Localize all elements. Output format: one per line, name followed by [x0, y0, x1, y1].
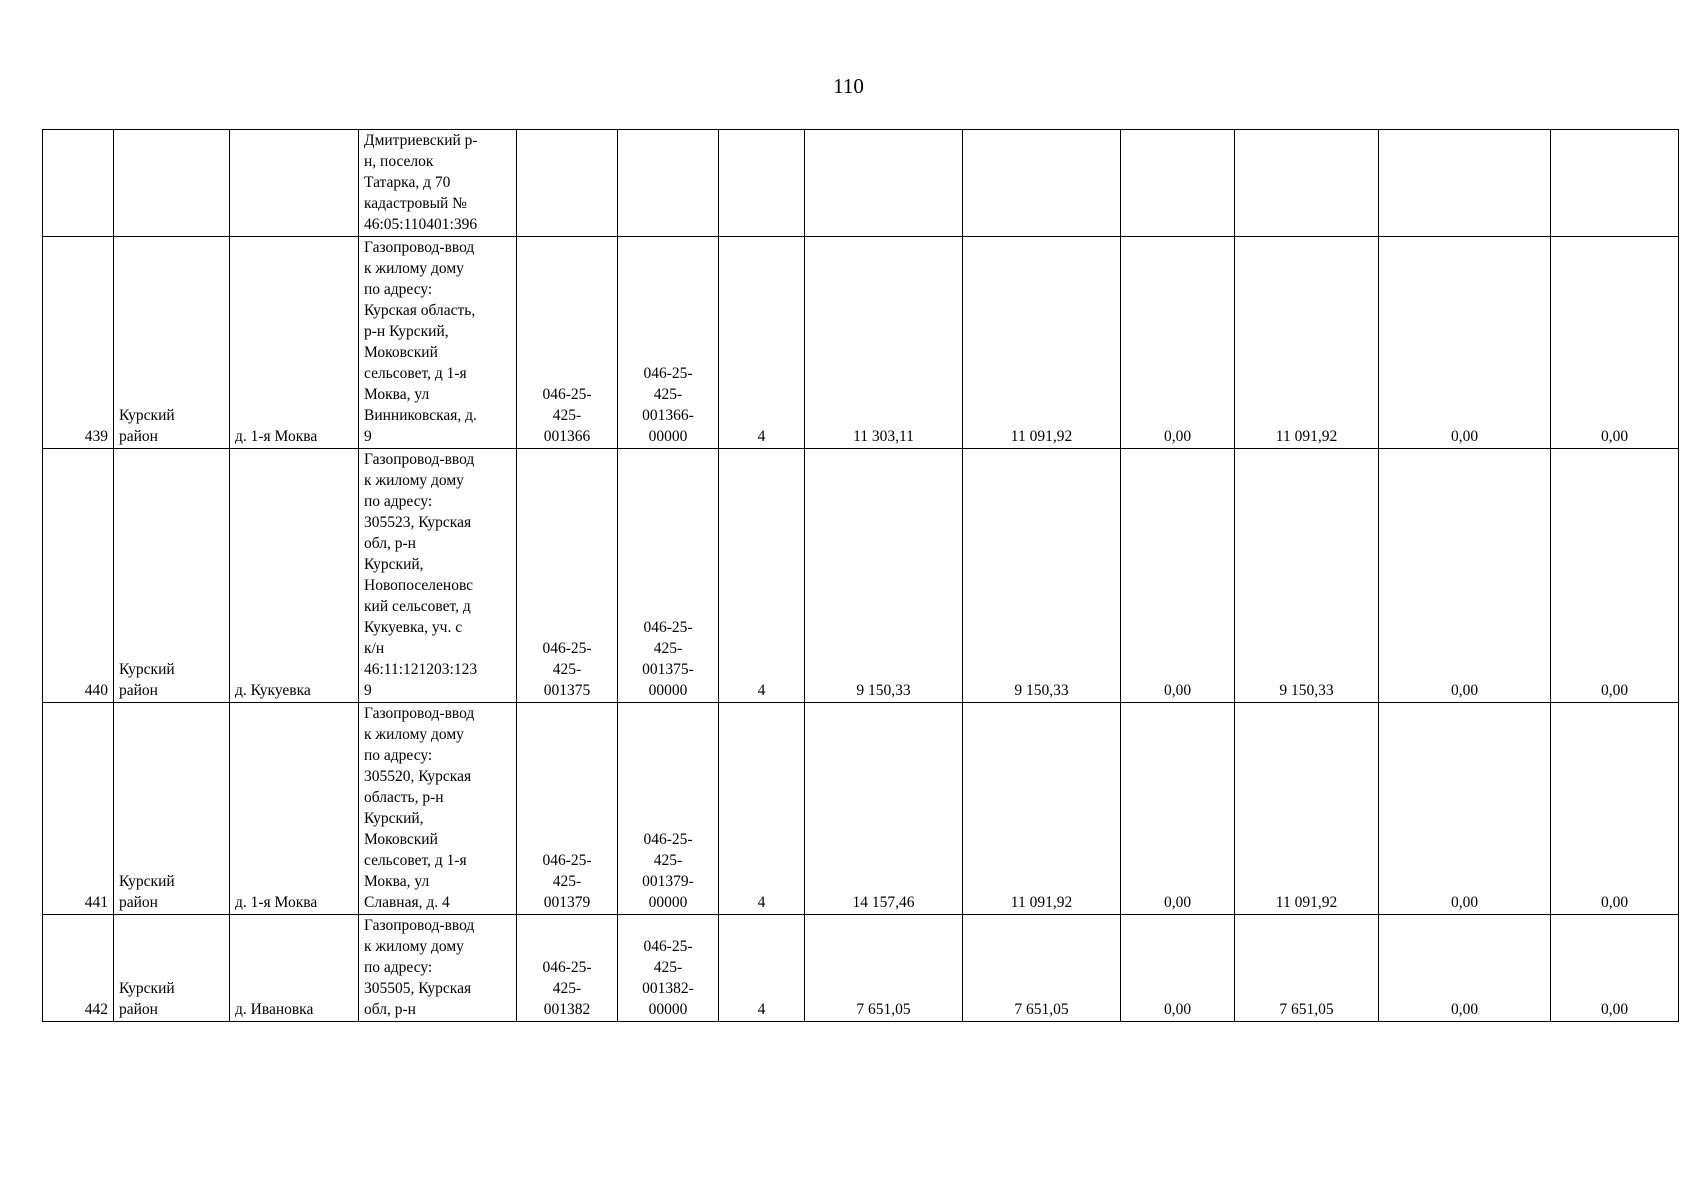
row-address: Газопровод-ввод к жилому дому по адресу: 305523, Курская обл, р-н Курский, Новопоселеновс кий сельсовет, д Кукуевка, уч. с к/н 46:11:121203:123 9: [359, 449, 517, 703]
row-category: 4: [719, 449, 805, 703]
table-row: [43, 703, 1679, 915]
row-amount-1: 11 303,11: [805, 237, 963, 449]
row-index: 439: [43, 237, 114, 449]
row-full-code: 046-25- 425- 001366- 00000: [618, 237, 719, 449]
row-index: 442: [43, 915, 114, 1022]
row-amount-6: 0,00: [1551, 237, 1679, 449]
row-address: Газопровод-ввод к жилому дому по адресу: 305520, Курская область, р-н Курский, Моковский сельсовет, д 1-я Моква, ул Славная, д. 4: [359, 703, 517, 915]
row-code: 046-25- 425- 001382: [517, 915, 618, 1022]
row-amount-2: 9 150,33: [963, 449, 1121, 703]
page-number: 110: [833, 74, 864, 98]
table-row: [43, 449, 1679, 703]
row-full-code: [618, 130, 719, 237]
row-category: 4: [719, 703, 805, 915]
row-locality: [230, 130, 359, 237]
row-amount-4: 11 091,92: [1235, 237, 1379, 449]
table-row: [43, 237, 1679, 449]
row-locality: д. 1-я Моква: [230, 237, 359, 449]
row-amount-4: 9 150,33: [1235, 449, 1379, 703]
row-code: 046-25- 425- 001375: [517, 449, 618, 703]
row-address: Газопровод-ввод к жилому дому по адресу: 305505, Курская обл, р-н: [359, 915, 517, 1022]
row-amount-6: 0,00: [1551, 703, 1679, 915]
row-full-code: 046-25- 425- 001379- 00000: [618, 703, 719, 915]
row-amount-5: [1379, 130, 1551, 237]
row-amount-3: 0,00: [1121, 915, 1235, 1022]
row-amount-2: 11 091,92: [963, 703, 1121, 915]
row-address: Газопровод-ввод к жилому дому по адресу: Курская область, р-н Курский, Моковский сельсовет, д 1-я Моква, ул Винниковская, д. 9: [359, 237, 517, 449]
row-district: Курский район: [114, 237, 230, 449]
row-amount-3: [1121, 130, 1235, 237]
row-district: Курский район: [114, 703, 230, 915]
row-amount-2: 11 091,92: [963, 237, 1121, 449]
row-category: 4: [719, 237, 805, 449]
row-amount-3: 0,00: [1121, 237, 1235, 449]
row-category: [719, 130, 805, 237]
row-code: 046-25- 425- 001366: [517, 237, 618, 449]
row-district: Курский район: [114, 915, 230, 1022]
row-amount-1: 9 150,33: [805, 449, 963, 703]
row-amount-1: 7 651,05: [805, 915, 963, 1022]
row-amount-5: 0,00: [1379, 449, 1551, 703]
row-code: 046-25- 425- 001379: [517, 703, 618, 915]
row-amount-4: [1235, 130, 1379, 237]
row-index: [43, 130, 114, 237]
row-amount-1: [805, 130, 963, 237]
row-full-code: 046-25- 425- 001375- 00000: [618, 449, 719, 703]
row-amount-6: 0,00: [1551, 915, 1679, 1022]
row-index: 441: [43, 703, 114, 915]
row-amount-4: 7 651,05: [1235, 915, 1379, 1022]
row-amount-4: 11 091,92: [1235, 703, 1379, 915]
row-index: 440: [43, 449, 114, 703]
row-category: 4: [719, 915, 805, 1022]
row-district: [114, 130, 230, 237]
row-amount-1: 14 157,46: [805, 703, 963, 915]
row-amount-5: 0,00: [1379, 237, 1551, 449]
row-amount-6: 0,00: [1551, 449, 1679, 703]
table-row: [43, 915, 1679, 1022]
row-address: Дмитриевский р- н, поселок Татарка, д 70 кадастровый № 46:05:110401:396: [359, 130, 517, 237]
row-amount-3: 0,00: [1121, 703, 1235, 915]
row-amount-2: 7 651,05: [963, 915, 1121, 1022]
row-amount-5: 0,00: [1379, 703, 1551, 915]
row-locality: д. 1-я Моква: [230, 703, 359, 915]
row-full-code: 046-25- 425- 001382- 00000: [618, 915, 719, 1022]
row-amount-3: 0,00: [1121, 449, 1235, 703]
registry-table: [42, 129, 1679, 1022]
row-amount-2: [963, 130, 1121, 237]
row-code: [517, 130, 618, 237]
row-amount-5: 0,00: [1379, 915, 1551, 1022]
row-locality: д. Кукуевка: [230, 449, 359, 703]
row-locality: д. Ивановка: [230, 915, 359, 1022]
row-amount-6: [1551, 130, 1679, 237]
row-district: Курский район: [114, 449, 230, 703]
table-row: [43, 130, 1679, 237]
